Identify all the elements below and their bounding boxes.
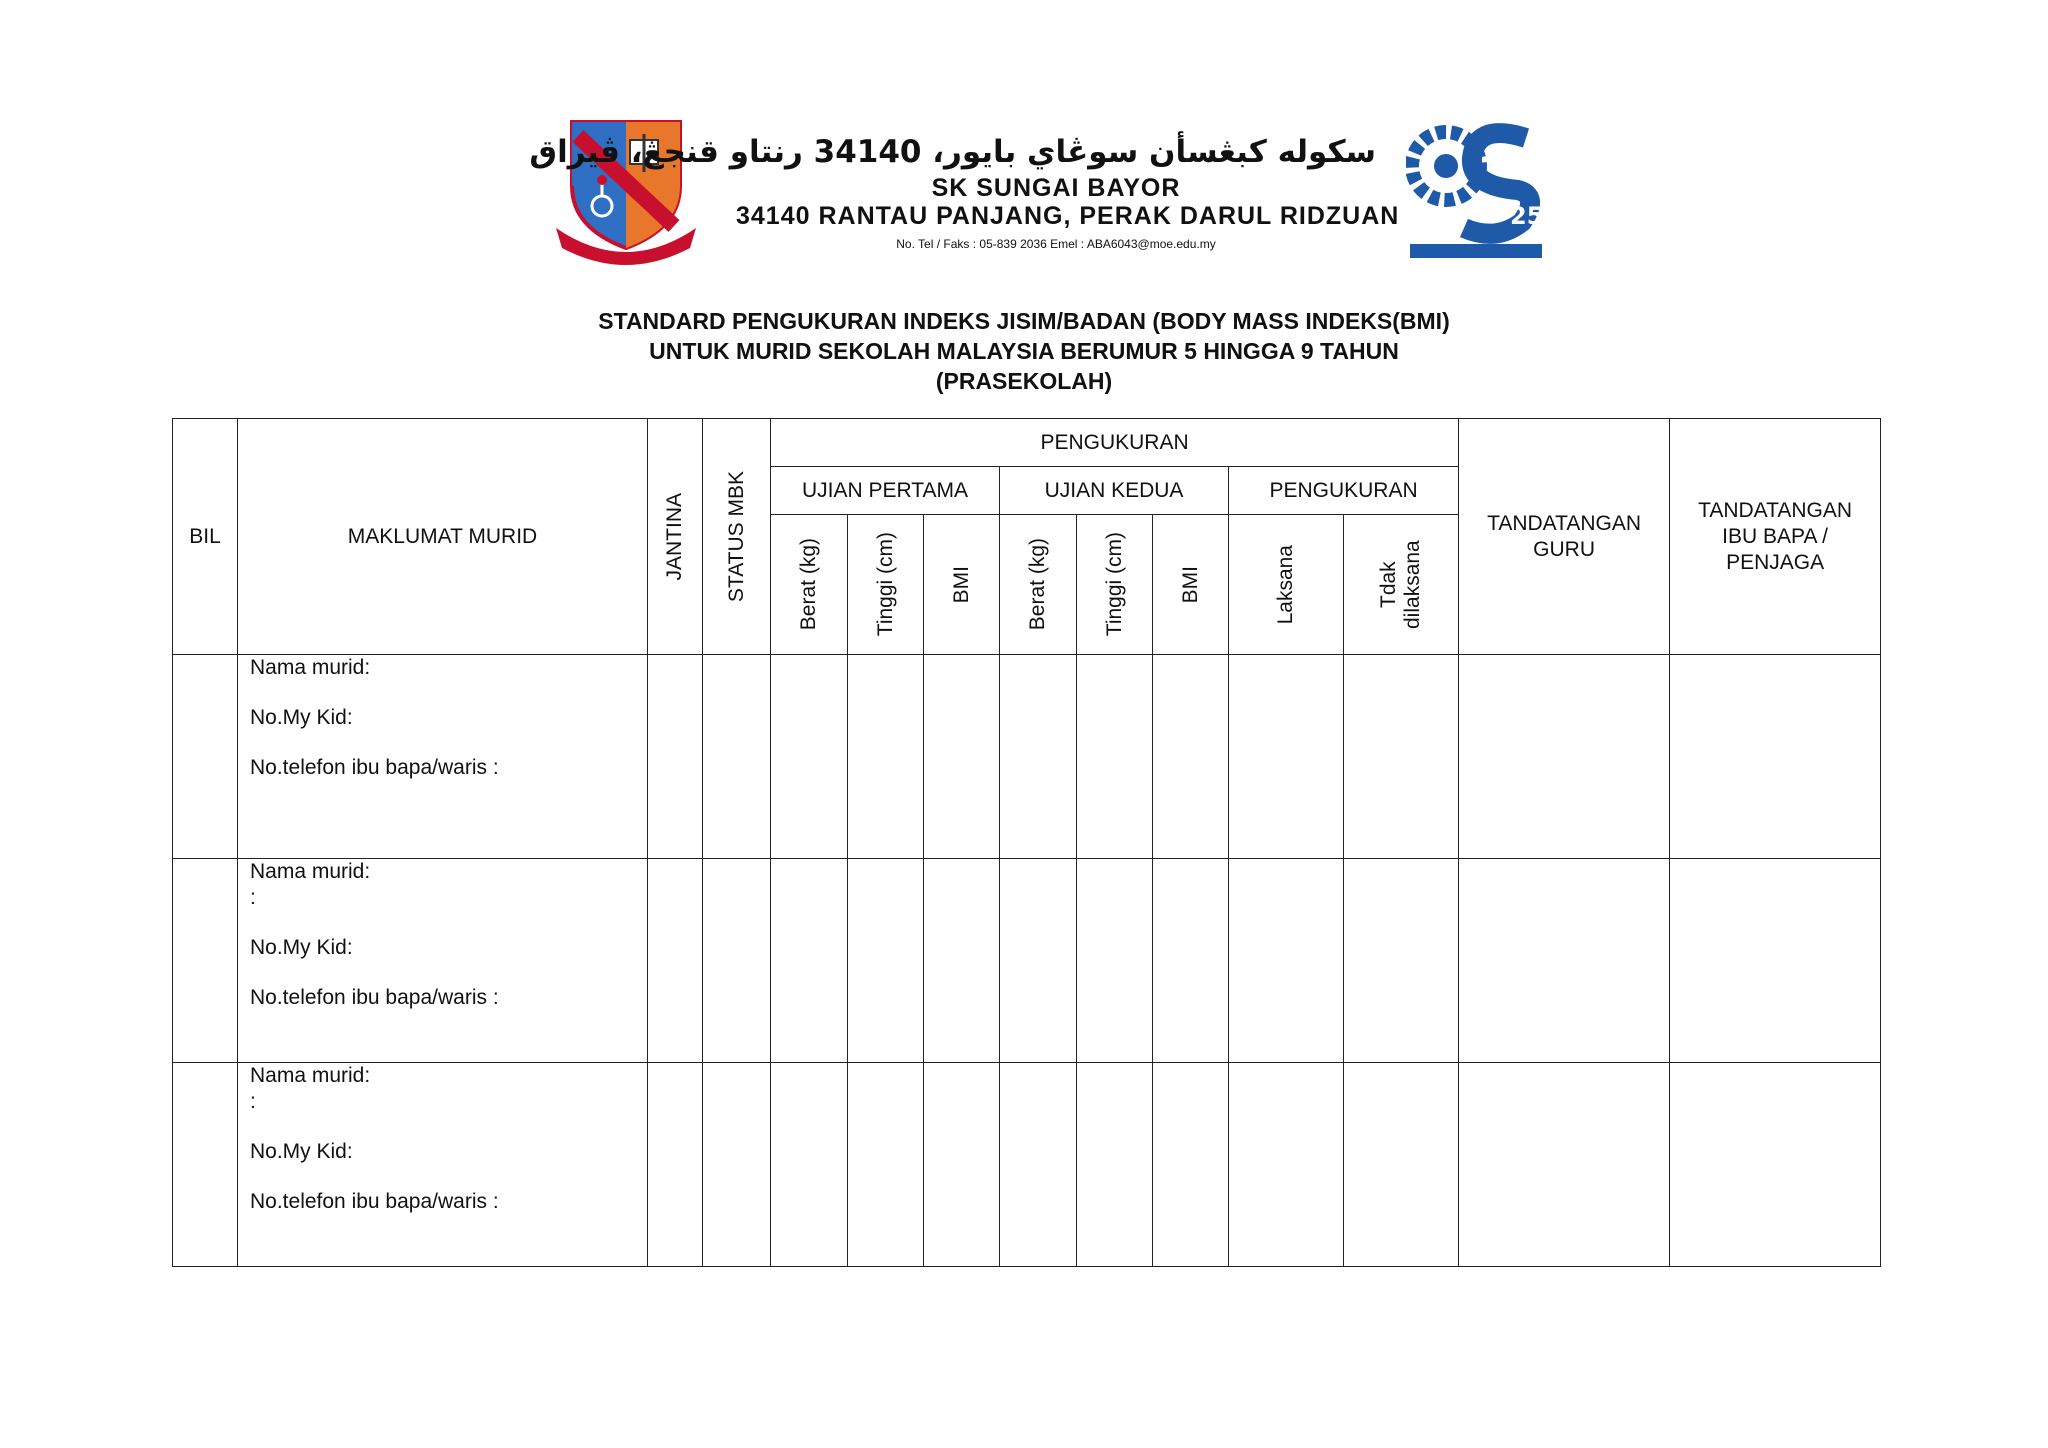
mykid-label: No.My Kid: <box>250 1140 353 1163</box>
header-berat-1: Berat (kg) <box>771 515 848 655</box>
status-mbk-cell[interactable] <box>703 1063 771 1267</box>
header-bmi-2: BMI <box>1153 515 1229 655</box>
bil-cell[interactable] <box>173 655 238 859</box>
tandatangan-guru-cell[interactable] <box>1459 655 1670 859</box>
header-ujian-kedua: UJIAN KEDUA <box>1000 467 1229 515</box>
tinggi-2-cell[interactable] <box>1077 1063 1153 1267</box>
tandatangan-guru-cell[interactable] <box>1459 859 1670 1063</box>
svg-text:25: 25 <box>1510 202 1544 230</box>
berat-1-cell[interactable] <box>771 859 848 1063</box>
laksana-cell[interactable] <box>1229 859 1344 1063</box>
tandatangan-ibu-bapa-cell[interactable] <box>1670 859 1881 1063</box>
berat-1-cell[interactable] <box>771 655 848 859</box>
tandatangan-ibu-bapa-cell[interactable] <box>1670 655 1881 859</box>
berat-2-cell[interactable] <box>1000 859 1077 1063</box>
school-contact: No. Tel / Faks : 05-839 2036 Emel : ABA6043@moe.edu.my <box>896 237 1216 251</box>
header-jantina: JANTINA <box>648 419 703 655</box>
header-bil: BIL <box>173 419 238 655</box>
tandatangan-ibu-bapa-cell[interactable] <box>1670 1063 1881 1267</box>
colon-line: : <box>250 886 256 909</box>
tinggi-2-cell[interactable] <box>1077 655 1153 859</box>
bmi-1-cell[interactable] <box>924 1063 1000 1267</box>
header-ujian-pertama: UJIAN PERTAMA <box>771 467 1000 515</box>
tinggi-1-cell[interactable] <box>848 1063 924 1267</box>
header-pengukuran-group: PENGUKURAN <box>771 419 1459 467</box>
school-address: 34140 RANTAU PANJANG, PERAK DARUL RIDZUAN <box>736 202 1400 230</box>
laksana-cell[interactable] <box>1229 1063 1344 1267</box>
header-tdak-dilaksana: Tdak dilaksana <box>1344 515 1459 655</box>
bmi-2-cell[interactable] <box>1153 655 1229 859</box>
mykid-label: No.My Kid: <box>250 936 353 959</box>
title-line-1: STANDARD PENGUKURAN INDEKS JISIM/BADAN (BODY MASS INDEKS(BMI) <box>598 308 1450 334</box>
title-line-2: UNTUK MURID SEKOLAH MALAYSIA BERUMUR 5 HINGGA 9 TAHUN <box>649 338 1399 364</box>
bil-cell[interactable] <box>173 859 238 1063</box>
school-name-jawi: سكوله كبڠسأن سوڠاي بايور، 34140 رنتاو قنجڠ، ڤيراق <box>529 134 1376 170</box>
header-tinggi-1: Tinggi (cm) <box>848 515 924 655</box>
header-berat-2: Berat (kg) <box>1000 515 1077 655</box>
bmi-2-cell[interactable] <box>1153 859 1229 1063</box>
bil-cell[interactable] <box>173 1063 238 1267</box>
header-laksana: Laksana <box>1229 515 1344 655</box>
school-name: SK SUNGAI BAYOR <box>931 174 1181 202</box>
table-row <box>173 859 1881 1063</box>
header-tandatangan-guru: TANDATANGAN GURU <box>1459 419 1670 655</box>
header-tinggi-2: Tinggi (cm) <box>1077 515 1153 655</box>
status-mbk-cell[interactable] <box>703 859 771 1063</box>
maklumat-murid-cell[interactable] <box>238 655 648 859</box>
tinggi-1-cell[interactable] <box>848 655 924 859</box>
nama-murid-label: Nama murid: <box>250 1064 371 1087</box>
document-title <box>0 306 2048 396</box>
anniversary-25-logo <box>1406 116 1546 264</box>
jantina-cell[interactable] <box>648 655 703 859</box>
tdak-dilaksana-cell[interactable] <box>1344 859 1459 1063</box>
maklumat-murid-cell[interactable] <box>238 1063 648 1267</box>
table-row <box>173 1063 1881 1267</box>
telefon-label: No.telefon ibu bapa/waris : <box>250 756 499 779</box>
berat-1-cell[interactable] <box>771 1063 848 1267</box>
header-maklumat-murid: MAKLUMAT MURID <box>238 419 648 655</box>
bmi-measurement-table <box>172 418 1881 1267</box>
tandatangan-guru-cell[interactable] <box>1459 1063 1670 1267</box>
status-mbk-cell[interactable] <box>703 655 771 859</box>
tinggi-2-cell[interactable] <box>1077 859 1153 1063</box>
jantina-cell[interactable] <box>648 859 703 1063</box>
jantina-cell[interactable] <box>648 1063 703 1267</box>
berat-2-cell[interactable] <box>1000 1063 1077 1267</box>
header-tandatangan-ibu-bapa: TANDATANGAN IBU BAPA / PENJAGA <box>1670 419 1881 655</box>
laksana-cell[interactable] <box>1229 655 1344 859</box>
tdak-dilaksana-cell[interactable] <box>1344 655 1459 859</box>
header-bmi-1: BMI <box>924 515 1000 655</box>
header-pengukuran-sub: PENGUKURAN <box>1229 467 1459 515</box>
table-row <box>173 655 1881 859</box>
maklumat-murid-cell[interactable] <box>238 859 648 1063</box>
title-line-3: (PRASEKOLAH) <box>935 368 1113 394</box>
header-status-mbk: STATUS MBK <box>703 419 771 655</box>
telefon-label: No.telefon ibu bapa/waris : <box>250 1190 499 1213</box>
bmi-1-cell[interactable] <box>924 655 1000 859</box>
bmi-2-cell[interactable] <box>1153 1063 1229 1267</box>
berat-2-cell[interactable] <box>1000 655 1077 859</box>
nama-murid-label: Nama murid: <box>250 860 371 883</box>
mykid-label: No.My Kid: <box>250 706 353 729</box>
bmi-1-cell[interactable] <box>924 859 1000 1063</box>
colon-line: : <box>250 1090 256 1113</box>
tdak-dilaksana-cell[interactable] <box>1344 1063 1459 1267</box>
nama-murid-label: Nama murid: <box>250 656 371 679</box>
telefon-label: No.telefon ibu bapa/waris : <box>250 986 499 1009</box>
tinggi-1-cell[interactable] <box>848 859 924 1063</box>
